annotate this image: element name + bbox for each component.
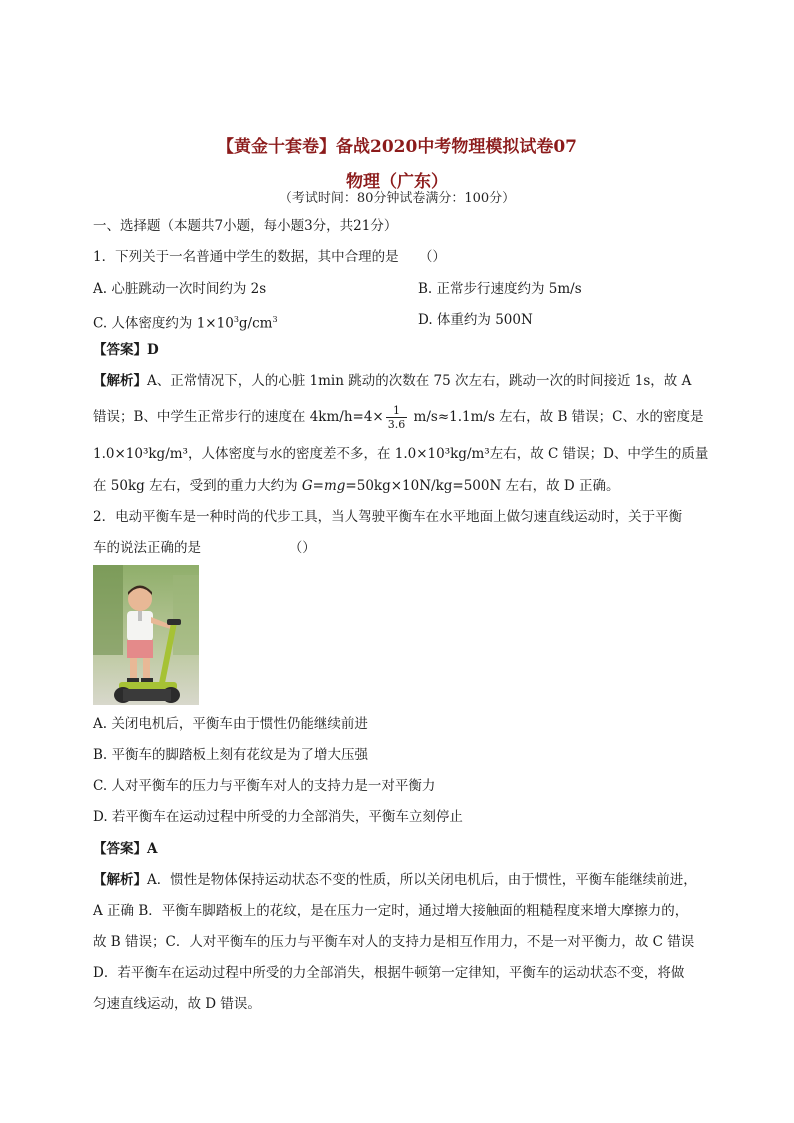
q2-analysis-line2: A 正确 B．平衡车脚踏板上的花纹，是在压力一定时，通过增大接触面的粗糙程度来增大摩擦力的， <box>93 903 689 919</box>
q2-option-b: B. 平衡车的脚踏板上刻有花纹是为了增大压强 <box>93 747 369 763</box>
q1-option-c <box>93 310 278 334</box>
fraction <box>386 404 408 431</box>
q2-analysis-line4: D．若平衡车在运动过程中所受的力全部消失，根据牛顿第一定律知，平衡车的运动状态不变，将做 <box>93 965 685 981</box>
q1-analysis-line4 <box>93 476 620 496</box>
q1-option-c-text: C. 人体密度约为 1×10 <box>93 315 234 332</box>
formula-g-mg: G=mg <box>301 478 346 494</box>
q1-option-b: B. 正常步行速度约为 5m/s <box>418 281 582 297</box>
q1-analysis-line1 <box>93 371 691 391</box>
balance-scooter-photo <box>93 565 199 705</box>
exam-title: 【黄金十套卷】备战2020中考物理模拟试卷07 <box>217 137 577 157</box>
q2-option-c: C. 人对平衡车的压力与平衡车对人的支持力是一对平衡力 <box>93 778 436 794</box>
q1-analysis-text2b: m/s≈1.1m/s 左右，故 B 错误；C、水的密度是 <box>409 409 704 425</box>
q1-analysis-line2 <box>93 404 704 431</box>
section-heading: 一、选择题（本题共7小题，每小题3分，共21分） <box>93 218 398 234</box>
q1-analysis-text4a: 在 50kg 左右，受到的重力大约为 <box>93 478 302 494</box>
exam-subtitle: 物理（广东） <box>346 172 448 192</box>
fraction-numerator: 1 <box>386 404 408 418</box>
q1-option-c-exp2: 3 <box>272 315 278 324</box>
q1-option-c-unit: g/cm <box>238 315 273 332</box>
q1-analysis-text2a: 错误；B、中学生正常步行的速度在 4km/h=4× <box>93 409 384 425</box>
q1-analysis-line3: 1.0×10³kg/m³，人体密度与水的密度差不多，在 1.0×10³kg/m³左右，故 C 错误；D、中学生的质量 <box>93 446 709 462</box>
q2-option-a: A. 关闭电机后，平衡车由于惯性仍能继续前进 <box>93 716 368 732</box>
q1-analysis-text1: A、正常情况下，人的心脏 1min 跳动的次数在 75 次左右，跳动一次的时间接近 1s，故 A <box>147 373 692 389</box>
q2-stem-line1: 2．电动平衡车是一种时尚的代步工具，当人驾驶平衡车在水平地面上做匀速直线运动时，关于平衡 <box>93 509 683 525</box>
q1-analysis-label: 【解析】 <box>93 373 147 389</box>
q1-analysis-text4b: =50kg×10N/kg=500N 左右，故 D 正确。 <box>345 478 620 494</box>
q2-analysis-line1 <box>93 870 697 890</box>
fraction-denominator: 3.6 <box>387 418 406 431</box>
q1-option-d: D. 体重约为 500N <box>418 312 533 328</box>
balance-scooter-illustration <box>93 565 199 705</box>
exam-info: （考试时间：80分钟试卷满分：100分） <box>278 191 516 206</box>
q2-answer: 【答案】A <box>93 841 158 857</box>
q2-option-d: D. 若平衡车在运动过程中所受的力全部消失，平衡车立刻停止 <box>93 809 463 825</box>
q1-option-c-exp: 3 <box>233 315 239 324</box>
q2-analysis-line3: 故 B 错误；C．人对平衡车的压力与平衡车对人的支持力是相互作用力，不是一对平衡力，故 C 错误 <box>93 934 695 950</box>
q2-stem-line2: 车的说法正确的是 （） <box>93 540 316 556</box>
q2-analysis-text1: A．惯性是物体保持运动状态不变的性质，所以关闭电机后，由于惯性，平衡车能继续前进， <box>147 872 697 888</box>
q1-answer: 【答案】D <box>93 342 159 358</box>
q2-analysis-line5: 匀速直线运动，故 D 错误。 <box>93 996 261 1012</box>
q2-analysis-label: 【解析】 <box>93 872 147 888</box>
q1-option-a: A. 心脏跳动一次时间约为 2s <box>93 281 267 297</box>
q1-stem: 1．下列关于一名普通中学生的数据，其中合理的是 （） <box>93 249 446 265</box>
